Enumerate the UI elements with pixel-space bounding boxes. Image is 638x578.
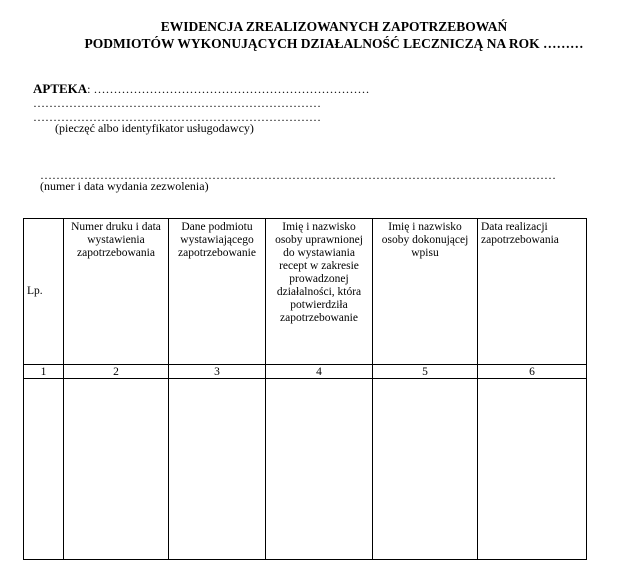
header-entry-person: Imię i nazwisko osoby dokonującej wpisu xyxy=(373,219,478,365)
register-table xyxy=(23,218,587,560)
pharmacy-dots-line-1: …………………………………………………………… xyxy=(93,82,370,96)
empty-cell-authorized-person xyxy=(266,379,373,560)
permit-caption: (numer i data wydania zezwolenia) xyxy=(40,179,209,193)
permit-dots-line: ………………………………………………………………………………………………………………… xyxy=(40,168,556,182)
header-authorized-person: Imię i nazwisko osoby uprawnionej do wystawiania recept w zakresie prowadzonej działalności, która potwierdziła zapotrzebowanie xyxy=(266,219,373,365)
column-number-6: 6 xyxy=(478,365,587,379)
pharmacy-dots-line-3: ……………………………………………………………… xyxy=(33,110,321,124)
pharmacy-colon: : xyxy=(87,82,91,96)
pharmacy-dots-line-2: ……………………………………………………………… xyxy=(33,96,321,110)
empty-cell-realization-date xyxy=(478,379,587,560)
column-number-2: 2 xyxy=(64,365,169,379)
table-empty-row xyxy=(24,379,587,560)
empty-cell-print-number xyxy=(64,379,169,560)
header-issuing-entity: Dane podmiotu wystawiającego zapotrzebowanie xyxy=(169,219,266,365)
header-realization-date: Data realizacji zapotrzebowania xyxy=(478,219,587,365)
table-header-row xyxy=(24,219,587,365)
document-title-line-2: PODMIOTÓW WYKONUJĄCYCH DZIAŁALNOŚĆ LECZNICZĄ NA ROK ……… xyxy=(84,36,584,51)
column-number-4: 4 xyxy=(266,365,373,379)
pharmacy-field xyxy=(33,81,370,97)
header-print-number-date: Numer druku i data wystawienia zapotrzebowania xyxy=(64,219,169,365)
column-number-3: 3 xyxy=(169,365,266,379)
empty-cell-entry-person xyxy=(373,379,478,560)
table-number-row xyxy=(24,365,587,379)
header-lp: Lp. xyxy=(24,219,64,365)
stamp-caption: (pieczęć albo identyfikator usługodawcy) xyxy=(55,121,254,135)
column-number-5: 5 xyxy=(373,365,478,379)
pharmacy-label: APTEKA xyxy=(33,81,88,96)
empty-cell-issuing-entity xyxy=(169,379,266,560)
column-number-1: 1 xyxy=(24,365,64,379)
empty-cell-lp xyxy=(24,379,64,560)
document-title-line-1: EWIDENCJA ZREALIZOWANYCH ZAPOTRZEBOWAŃ xyxy=(160,19,508,34)
